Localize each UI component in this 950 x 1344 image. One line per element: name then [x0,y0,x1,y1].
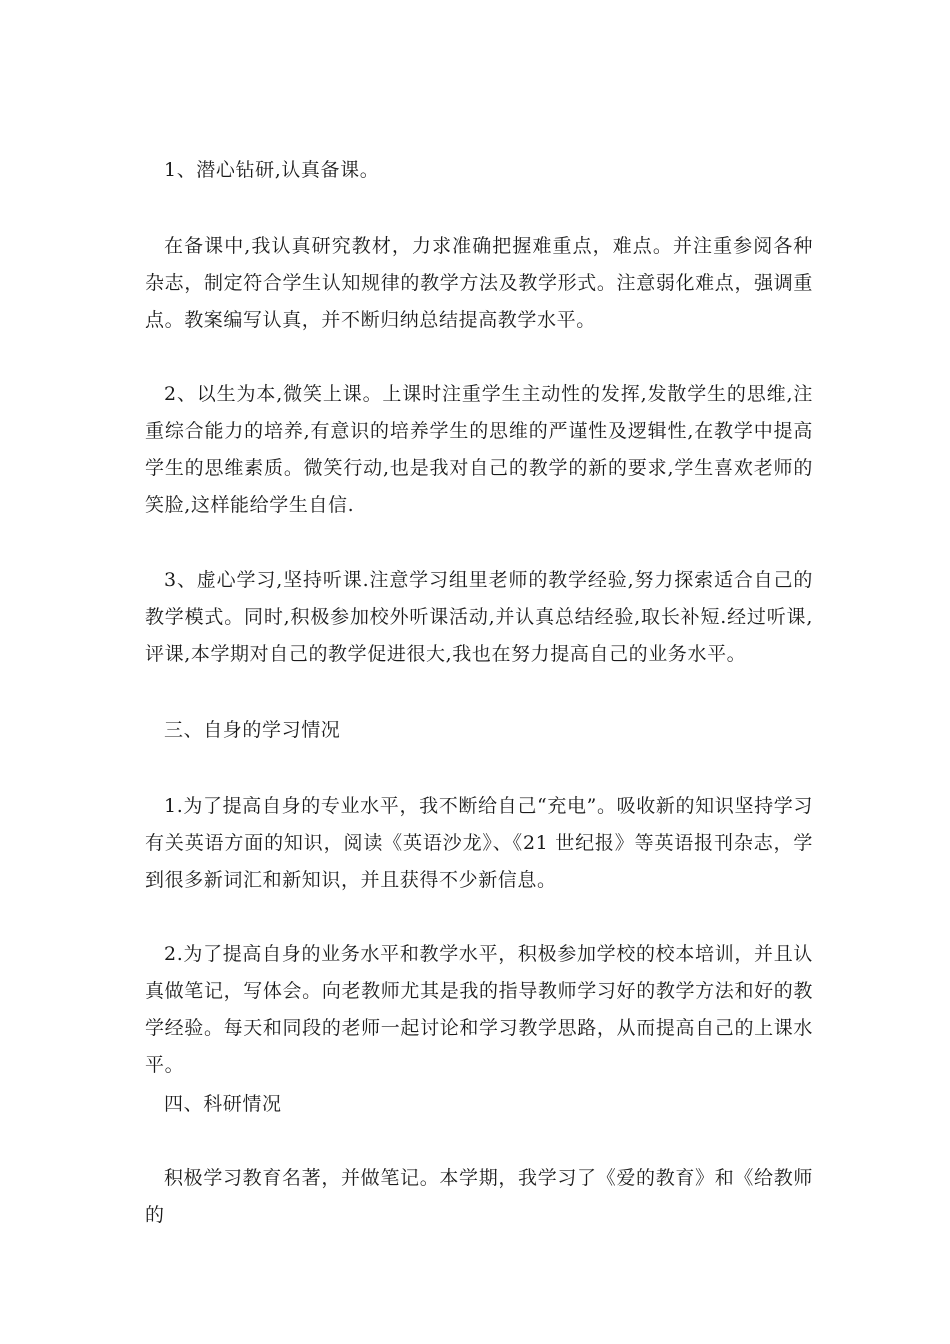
self-study-paragraph-2: 2.为了提高自身的业务水平和教学水平，积极参加学校的校本培训，并且认真做笔记，写体会。向老教师尤其是我的指导教师学习好的教学方法和好的教学经验。每天和同段的老师一起讨论和学习教学思路，从而提高自己的上课水平。 [145,943,813,1076]
section-item-2-paragraph: 2、以生为本,微笑上课。上课时注重学生主动性的发挥,发散学生的思维,注重综合能力的培养,有意识的培养学生的思维的严谨性及逻辑性,在教学中提高学生的思维素质。微笑行动,也是我对自己的教学的新的要求,学生喜欢老师的笑脸,这样能给学生自信. [145,383,813,516]
section-item-3-paragraph: 3、虚心学习,坚持听课.注意学习组里老师的教学经验,努力探索适合自己的教学模式。同时,积极参加校外听课活动,并认真总结经验,取长补短.经过听课,评课,本学期对自己的教学促进很大,我也在努力提高自己的业务水平。 [145,569,813,665]
self-study-paragraph-1: 1.为了提高自身的专业水平，我不断给自己“充电”。吸收新的知识坚持学习有关英语方面的知识，阅读《英语沙龙》、《21 世纪报》等英语报刊杂志，学到很多新词汇和新知识，并且获得不少新信息。 [145,795,813,891]
lesson-preparation-paragraph: 在备课中,我认真研究教材，力求准确把握难重点，难点。并注重参阅各种杂志，制定符合学生认知规律的教学方法及教学形式。注意弱化难点，强调重点。教案编写认真，并不断归纳总结提高教学水平。 [145,235,813,331]
section-four-heading: 四、科研情况 [164,1093,282,1115]
research-paragraph: 积极学习教育名著，并做笔记。本学期，我学习了《爱的教育》和《给教师的 [145,1167,813,1226]
section-three-heading: 三、自身的学习情况 [164,719,341,741]
section-item-1-heading: 1、潜心钻研,认真备课。 [164,159,380,181]
